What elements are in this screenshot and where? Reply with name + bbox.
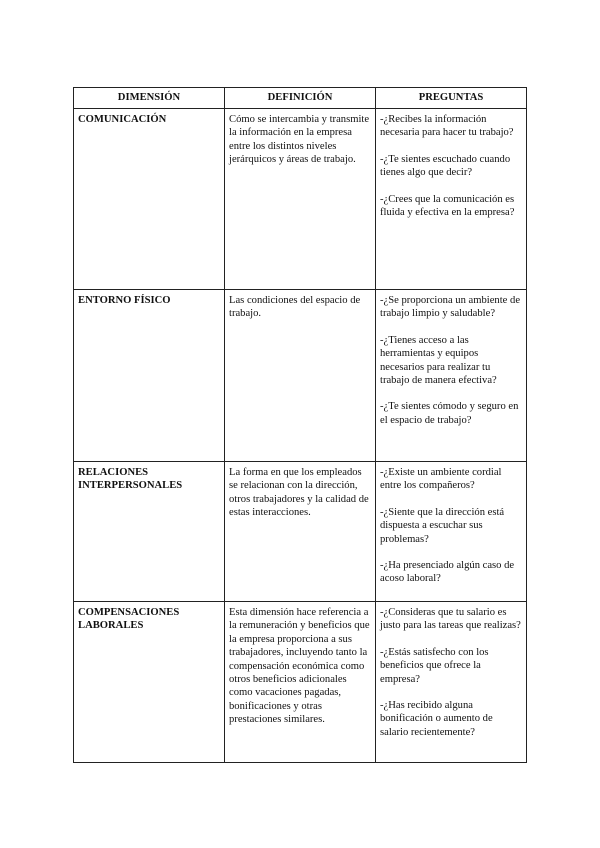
question-item: -¿Existe un ambiente cordial entre los compañeros? <box>380 467 502 492</box>
questions-cell <box>376 602 527 763</box>
question-item: -¿Te sientes escuchado cuando tienes algo que decir? <box>380 153 511 179</box>
definition-cell: La forma en que los empleados se relacionan con la dirección, otros trabajadores y la calidad de estas interacciones. <box>225 462 376 602</box>
table-row <box>74 462 527 602</box>
definition-cell: Cómo se intercambia y transmite la información en la empresa entre los distintos niveles jerárquicos y áreas de trabajo. <box>225 109 376 290</box>
table-row <box>74 290 527 462</box>
dimension-cell: ENTORNO FÍSICO <box>74 290 225 462</box>
questions-cell <box>376 290 527 462</box>
question-item: -¿Siente que la dirección está dispuesta a escuchar sus problemas? <box>380 506 505 545</box>
table-body <box>74 109 527 763</box>
question-item: -¿Crees que la comunicación es fluida y efectiva en la empresa? <box>380 193 515 219</box>
header-dimension: DIMENSIÓN <box>74 88 225 109</box>
dimension-cell: COMUNICACIÓN <box>74 109 225 290</box>
question-item: -¿Estás satisfecho con los beneficios que ofrece la empresa? <box>380 646 489 685</box>
header-row <box>74 88 527 109</box>
definition-cell: Las condiciones del espacio de trabajo. <box>225 290 376 462</box>
header-questions: PREGUNTAS <box>376 88 527 109</box>
table-header <box>74 88 527 109</box>
question-item: -¿Te sientes cómodo y seguro en el espacio de trabajo? <box>380 401 519 426</box>
question-item: -¿Ha presenciado algún caso de acoso laboral? <box>380 560 515 585</box>
table-row <box>74 602 527 763</box>
climate-dimensions-table <box>73 87 527 763</box>
question-item: -¿Tienes acceso a las herramientas y equipos necesarios para realizar tu trabajo de manera efectiva? <box>380 334 497 387</box>
question-item: -¿Recibes la información necesaria para hacer tu trabajo? <box>380 114 514 139</box>
question-item: -¿Has recibido alguna bonificación o aumento de salario recientemente? <box>380 700 493 738</box>
header-definition: DEFINICIÓN <box>225 88 376 109</box>
question-item: -¿Se proporciona un ambiente de trabajo limpio y saludable? <box>380 295 521 320</box>
dimension-cell: RELACIONES INTERPERSONALES <box>74 462 225 602</box>
dimension-cell: COMPENSACIONES LABORALES <box>74 602 225 763</box>
table-row <box>74 109 527 290</box>
question-item: -¿Consideras que tu salario es justo para las tareas que realizas? <box>380 607 521 632</box>
definition-cell: Esta dimensión hace referencia a la remuneración y beneficios que la empresa proporciona a sus trabajadores, incluyendo tanto la compensación económica como otros beneficios adicionales como vacaciones pagadas, bonificaciones y otras prestaciones similares. <box>225 602 376 763</box>
questions-cell <box>376 462 527 602</box>
questions-cell <box>376 109 527 290</box>
